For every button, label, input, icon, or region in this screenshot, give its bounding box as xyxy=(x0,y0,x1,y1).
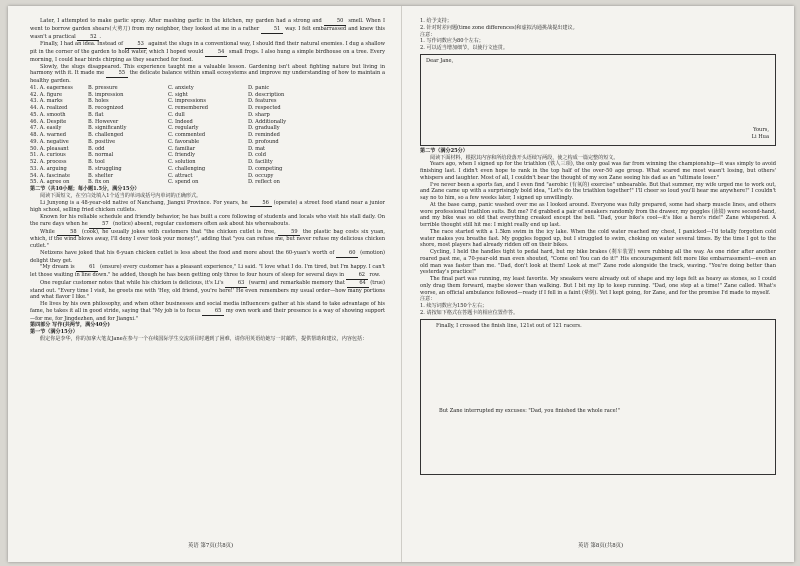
letter-greeting: Dear Jane, xyxy=(426,57,454,64)
section2-instruction: 阅读下面短文，在空白处填入1个适当的单词或括号内单词的正确形式。 xyxy=(40,192,202,199)
cloze-passage-end xyxy=(30,18,385,85)
option-row xyxy=(30,92,385,99)
option-choice: D. features xyxy=(248,98,277,105)
option-choice: C. friendly xyxy=(168,152,195,159)
option-choice: D. facility xyxy=(248,159,273,165)
page-7-footer: 英语 第7页(共8页) xyxy=(188,543,234,549)
cloze-paragraph xyxy=(30,41,385,63)
option-choice: 42. A. figure xyxy=(30,91,63,98)
text-run: my own work and their presence is a way of showing support—for me, for Jingdezhen, and for Jiangxi." xyxy=(30,307,385,322)
option-choice: C. attract xyxy=(168,172,193,179)
option-choice: C. favorable xyxy=(168,138,200,145)
option-choice: D. reflect on xyxy=(248,179,280,186)
text-run: (ensure) every customer has a pleasant experience," Li said. "I love what I do. I'm tired, but I'm happy. I can't let those waiting in line down." he added, though he has been getting only three to four hours of sleep for several days in xyxy=(30,264,385,278)
option-choice: D. competing xyxy=(248,165,283,172)
option-choice: 45. A. smooth xyxy=(30,111,66,118)
option-choice: D. reminded xyxy=(248,132,280,138)
text-run: (operate) a street food stand near a junior high school, selling fried chicken cutlets. xyxy=(30,199,385,214)
text-run: the plastic bag costs six yuan, which, if the wind blows away, I'll deny I ever took your money!", adding that "you can refuse me, but never refuse my delicious chicken cutlet." xyxy=(30,228,386,249)
answer-blank[interactable]: 53 xyxy=(125,41,147,49)
text-run: While xyxy=(40,228,58,235)
option-row xyxy=(30,132,385,139)
option-row xyxy=(30,125,385,132)
page-8-column xyxy=(420,18,776,477)
grammar-paragraph xyxy=(30,229,385,250)
text-run: (warm) and remarkable memory that xyxy=(247,279,347,286)
text-run: small frogs. I also hung a simple birdhouse on a tree. Every morning, I could hear birds chirping as they searched for food. xyxy=(30,49,385,63)
point-1: 1. 给予支持； xyxy=(420,18,452,24)
story-answer-box[interactable] xyxy=(420,319,776,475)
story-paragraph: I've never been a sports fan, and I even find "aerobic (有氧的) exercise" unbearable. But that summer, my wife urged me to work out, and Zane came up with a surprisingly bold idea, "Let's do the triathlon together!" I'll cheer so loud you'll hear me anywhere!" I couldn't say no to him, so a few weeks later, I signed up unwillingly. xyxy=(420,181,776,201)
option-choice: B. struggling xyxy=(88,165,122,172)
option-choice: B. shelter xyxy=(88,172,114,179)
option-row xyxy=(30,98,385,105)
option-row xyxy=(30,139,385,146)
note-2: 2. 可以适当增加细节，以使行文连贯。 xyxy=(420,45,508,51)
option-choice: B. pressure xyxy=(88,84,118,91)
note-label-2: 注意： xyxy=(420,296,436,303)
option-row xyxy=(30,146,385,153)
letter-closing: Yours, xyxy=(753,127,769,134)
option-choice: B. odd xyxy=(88,145,105,152)
option-choice: C. commented xyxy=(168,132,206,138)
option-row xyxy=(30,166,385,173)
continuation-instruction: 阅读下面材料，根据其内容和所给段落开头语续写两段，使之构成一篇完整的短文。 xyxy=(430,154,619,161)
text-run: way. I felt embarrassed and knew this wasn't a practical xyxy=(30,25,385,40)
option-choice: 55. A. agree on xyxy=(30,179,70,186)
option-choice: D. occupy xyxy=(248,172,274,179)
note-1: 1. 写作词数应为80个左右； xyxy=(420,38,484,45)
page-8-footer: 英语 第8页(共8页) xyxy=(578,543,624,549)
cloze-options-list xyxy=(30,85,385,186)
grammar-paragraph xyxy=(30,250,385,265)
story-paragraph: At the base camp, panic washed over me as I looked around. Everyone was fully prepared, some had sharp muscle lines, and others wore professional triathlon suits. But me? I'd grabbed a pair of sneakers randomly from the drawer, my goggles (泳镜) were second-hand, and my bike was so old that everything creaked except the bell. "Dad, your bike's cool—it's like a hero's ride!" Zane whispered. A terrible thought still hit me: I might really end up last. xyxy=(420,201,777,228)
option-choice: D. description xyxy=(248,91,285,98)
letter-answer-box[interactable] xyxy=(420,54,776,146)
page-fold-divider xyxy=(401,6,402,562)
part4-section1-title: 第一节（满分15分） xyxy=(30,329,78,335)
section2-title: 第二节（共10小题；每小题1.5分，满分15分） xyxy=(30,186,140,192)
text-run: row. xyxy=(367,272,381,278)
grammar-paragraph xyxy=(30,280,385,301)
option-choice: B. holes xyxy=(88,98,109,105)
answer-blank[interactable]: 52 xyxy=(77,34,99,42)
option-choice: 52. A. process xyxy=(30,159,67,165)
part4-title: 第四部分 写作(共两节，满分40分) xyxy=(30,322,110,329)
option-choice: 46. A. Despite xyxy=(30,118,67,125)
option-choice: C. dull xyxy=(168,111,185,118)
note-label: 注意： xyxy=(420,31,436,38)
option-choice: 54. A. fascinate xyxy=(30,172,71,179)
option-choice: C. regularly xyxy=(168,125,199,132)
option-choice: 53. A. arguing xyxy=(30,165,67,172)
option-row xyxy=(30,112,385,119)
story-paragraph: The final part was running, my least favorite. My sneakers were already out of shape and my legs felt as heavy as stones, so I could only drag them forward, maybe slower than walking. But I bit my lip to keep running. "Dad, one step at a time!" Zane called. What's worse, an official ambulance followed—ready if I fell in a faint (晕倒). Yet I kept going, for Zane, and for the promise I'd made to myself. xyxy=(420,276,776,296)
point-2: 2. 针对时差问题(time zone differences)和虚拟沟通挑战提出建议。 xyxy=(420,24,578,31)
option-choice: B. flat xyxy=(88,111,104,118)
option-choice: 50. A. pleasant xyxy=(30,145,69,152)
option-choice: D. panic xyxy=(248,84,270,91)
answer-blank[interactable]: 55 xyxy=(106,70,128,78)
text-run: smell. When I went to borrow garden shears(大剪刀) from my neighbor, they looked at me in a rather xyxy=(30,18,385,32)
text-run: He lives by his own philosophy, and when other businesses and social media influencers gather at his stand to take advantage of his fame, he takes it all in good stride, saying that "My job is to focus xyxy=(30,301,385,314)
option-choice: C. anxiety xyxy=(168,84,194,91)
option-choice: 43. A. marks xyxy=(30,98,63,105)
text-run: One regular customer notes that while his chicken is delicious, it's Li's xyxy=(40,279,226,286)
story-first-line: Finally, I crossed the finish line, 121st out of 121 racers. xyxy=(436,322,582,329)
answer-blank[interactable]: 50 xyxy=(324,18,346,26)
option-choice: C. Indeed xyxy=(168,118,193,125)
option-choice: C. spend on xyxy=(168,179,199,186)
cloze-paragraph xyxy=(30,18,385,41)
grammar-paragraph xyxy=(30,200,385,215)
option-row xyxy=(30,105,385,112)
letter-name: Li Hua xyxy=(751,134,769,140)
answer-blank[interactable]: 62 xyxy=(346,272,368,280)
page-7-column xyxy=(30,18,385,343)
option-choice: B. tool xyxy=(88,159,105,165)
grammar-paragraph xyxy=(30,264,385,280)
option-row xyxy=(30,152,385,159)
text-run: Later, I attempted to make garlic spray. After mashing garlic in the kitchen, my garden had a strong and xyxy=(40,18,325,24)
answer-blank[interactable]: 63 xyxy=(225,280,247,288)
option-choice: C. solution xyxy=(168,159,196,165)
text-run: "My dream is xyxy=(40,264,77,271)
option-choice: C. familiar xyxy=(168,145,196,152)
option-choice: B. impression xyxy=(88,91,124,98)
grammar-paragraph xyxy=(30,214,385,229)
story-second-line: But Zane interrupted my excuses: "Dad, you finished the whole race!" xyxy=(439,407,620,414)
answer-blank[interactable]: 56 xyxy=(250,200,272,208)
option-choice: D. gradually xyxy=(248,125,280,132)
option-choice: D. cold xyxy=(248,152,266,159)
option-choice: 41. A. eagerness xyxy=(30,84,73,91)
option-choice: D. Additionally xyxy=(248,118,287,125)
option-choice: 51. A. curious xyxy=(30,152,66,159)
story-paragraph: Cycling, I held the handles tight to pedal hard, but my bike brakes (刹车装置) were rubbing all the way. As one rider after another roared past me, a 70-year-old man even shouted, "Come on! You can do it!" His encouragement felt more like embarrassment—even an old man was faster than me. "Dad, don't look at them! Look at me!" Zane rode alongside the track, waving. "You're doing better than yesterday's practice!" xyxy=(420,249,776,276)
text-run: Known for his reliable schedule and friendly behavior, he has built a core following of students and locals who visit his stall daily. On the rare days when he xyxy=(30,214,385,227)
answer-blank[interactable]: 51 xyxy=(261,26,283,34)
answer-blank[interactable]: 57 xyxy=(89,221,111,229)
option-row xyxy=(30,85,385,92)
option-choice: C. remembered xyxy=(168,105,209,111)
text-run: the delicate balance within small ecosystems and improve my understanding of how to maintain a healthy garden. xyxy=(30,70,385,84)
option-row xyxy=(30,119,385,126)
note2-2: 2. 请按如下格式在答题卡的相应位置作答。 xyxy=(420,309,519,316)
continuation-section-title: 第二节（满分25分） xyxy=(420,147,468,154)
option-choice: C. challenging xyxy=(168,165,206,172)
option-choice: D. sharp xyxy=(248,111,270,118)
answer-blank[interactable]: 64 xyxy=(347,280,369,288)
grammar-fill-passage xyxy=(30,200,385,323)
option-choice: B. significantly xyxy=(88,125,127,132)
option-choice: D. profound xyxy=(248,138,279,145)
option-row xyxy=(30,159,385,166)
option-choice: B. However xyxy=(88,118,119,125)
option-choice: D. respected xyxy=(248,105,281,111)
answer-blank[interactable]: 60 xyxy=(336,250,358,258)
grammar-paragraph xyxy=(30,301,385,322)
story-paragraph: Years ago, when I signed up for the triathlon (铁人三项), the only goal was far from winning the championship—it was simply to avoid finishing last. I didn't even hope to rank in the top half of the over-50 age group. What scared me most wasn't losing, but others' whispers and laughter. Most of all, I couldn't bear the thought of my son Zane seeing his dad as an "ultimate loser." xyxy=(420,161,776,181)
option-choice: B. fix on xyxy=(88,179,110,186)
letter-signature xyxy=(752,127,769,141)
answer-blank[interactable]: 59 xyxy=(278,229,300,237)
text-run: (cook), he usually jokes with customers that "the chicken cutlet is free, xyxy=(79,228,279,235)
text-run: against the slugs in a conventional way, I should find their natural enemies. I dug a shallow pit in the corner of the garden to hold water, which I hoped would xyxy=(30,41,385,55)
option-choice: 47. A. easily xyxy=(30,125,62,132)
story-passage xyxy=(420,161,776,296)
text-run: Finally, I had an idea. Instead of xyxy=(40,41,125,48)
option-choice: C. impressions xyxy=(168,98,206,105)
text-run: Netizens have joked that his 6-yuan chicken cutlet is less about the food and more about the 60-yuan's worth of xyxy=(40,249,337,256)
answer-blank[interactable]: 61 xyxy=(76,264,98,272)
part4-instruction: 假定你是李华，你的加拿大笔友Jane在参与一个在线国际学生交流项目时遇到了困难，请你用英语给她写一封邮件，提供帮助和建议，内容包括： xyxy=(40,335,368,342)
note2-1: 1. 续写词数应为150个左右； xyxy=(420,303,488,309)
text-run: (emotion) delight they get. xyxy=(30,249,386,264)
option-choice: 49. A. negative xyxy=(30,138,69,145)
text-run: . xyxy=(99,33,102,40)
option-choice: B. positive xyxy=(88,138,116,145)
cloze-paragraph xyxy=(30,64,385,85)
answer-blank[interactable]: 54 xyxy=(205,49,227,57)
option-row xyxy=(30,173,385,180)
option-choice: 44. A. realized xyxy=(30,105,68,111)
answer-blank[interactable]: 58 xyxy=(57,229,79,237)
text-run: Slowly, the slugs disappeared. This experience taught me a valuable lesson. Gardening isn't about fighting nature but living in harmony with it. It made me xyxy=(30,63,385,77)
option-choice: C. sight xyxy=(168,91,188,98)
option-choice: 48. A. warned xyxy=(30,132,67,138)
text-run: (notice) absent, regular customers often ask about his whereabouts. xyxy=(111,220,290,227)
answer-blank[interactable]: 65 xyxy=(202,308,224,316)
option-choice: B. recognized xyxy=(88,105,124,111)
option-choice: B. normal xyxy=(88,152,114,159)
story-paragraph: The race started with a 1.5km swim in the icy lake. When the cold water reached my chest, I panicked—I'd totally forgotten cold water makes you breathe fast. My goggles fogged up, but I struggled to swim, choking on water several times. By the time I got to the shore, most players had already ridden off on their bikes. xyxy=(420,228,776,249)
text-run: (true) stand out. "Every time I visit, he greets me with 'Hey, old friend, you're here!' He even remembers my usual order—how many portions and what flavor I like." xyxy=(30,279,385,301)
option-choice: D. mat xyxy=(248,145,266,152)
option-choice: B. challenged xyxy=(88,132,124,138)
text-run: Li Junyong is a 48-year-old native of Nanchang, Jiangxi Province. For years, he xyxy=(40,199,250,206)
exam-sheet xyxy=(8,6,794,562)
option-row xyxy=(30,179,385,186)
